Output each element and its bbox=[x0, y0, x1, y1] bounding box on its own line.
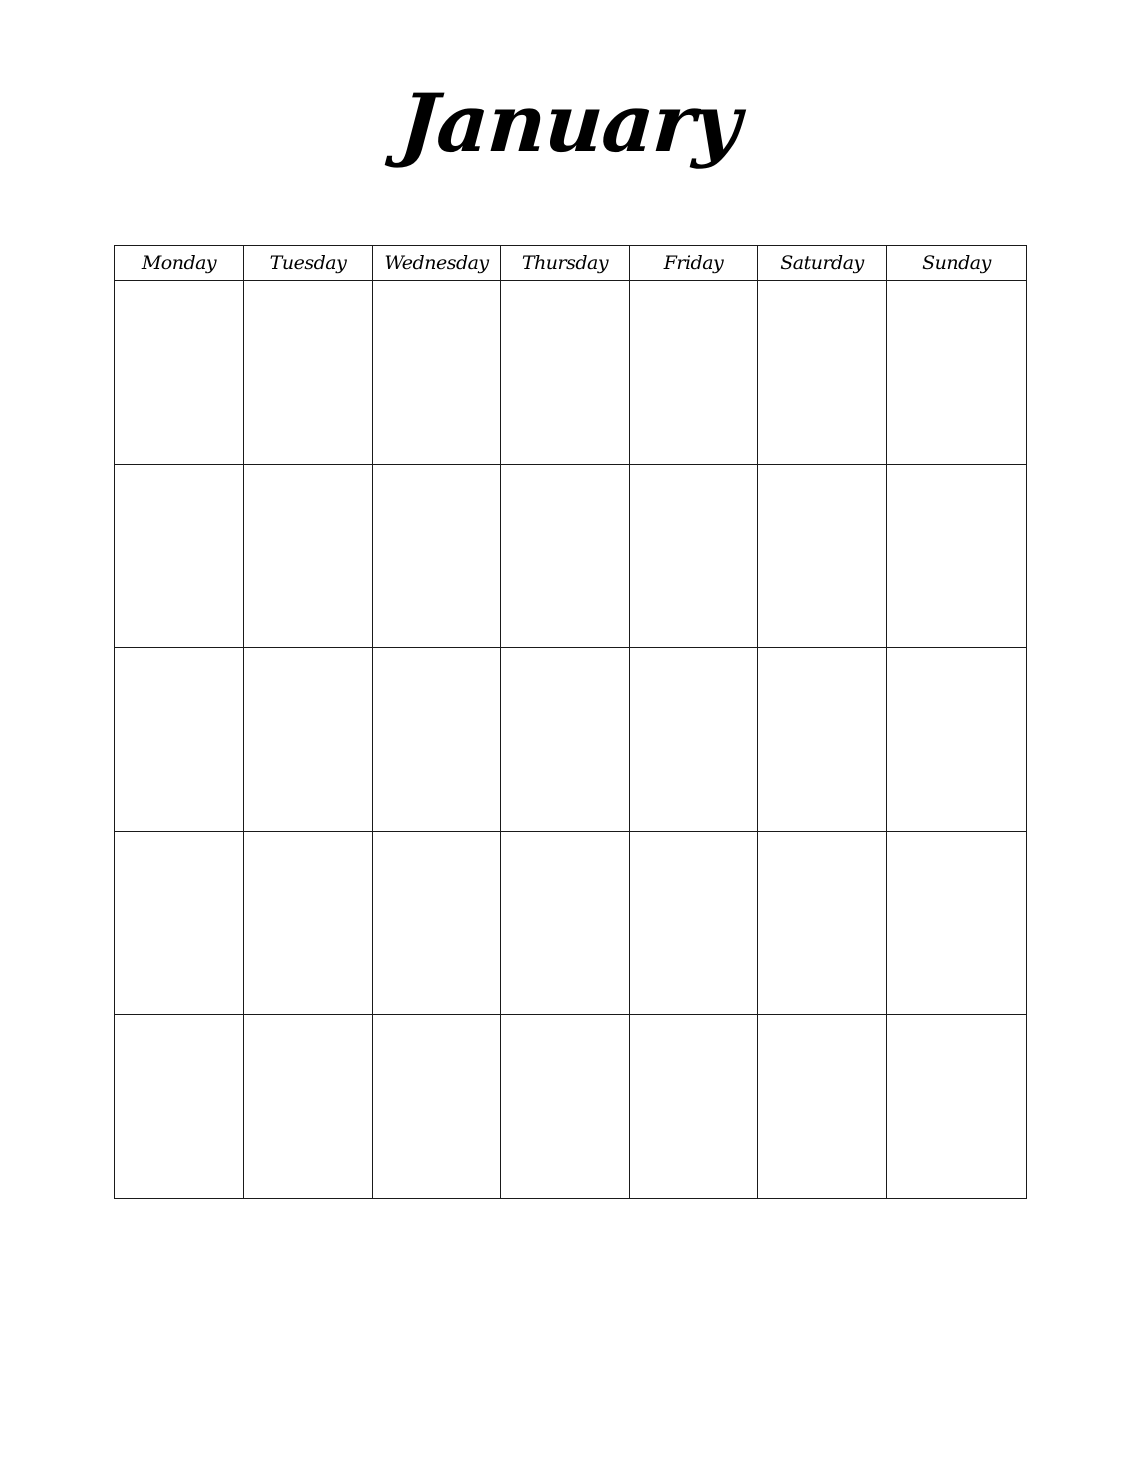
calendar-body bbox=[115, 281, 1027, 1199]
week-row bbox=[115, 648, 1027, 832]
day-cell-monday bbox=[115, 831, 244, 1015]
day-cell-monday bbox=[115, 1015, 244, 1199]
week-row bbox=[115, 464, 1027, 648]
week-row bbox=[115, 831, 1027, 1015]
day-cell-wednesday bbox=[373, 464, 501, 648]
day-cell-sunday bbox=[887, 648, 1027, 832]
weekday-header-friday: Friday bbox=[630, 246, 758, 281]
calendar-grid bbox=[114, 245, 1027, 1199]
day-cell-thursday bbox=[501, 1015, 630, 1199]
day-cell-monday bbox=[115, 464, 244, 648]
day-cell-saturday bbox=[758, 831, 887, 1015]
weekday-header-row bbox=[115, 246, 1027, 281]
day-cell-saturday bbox=[758, 281, 887, 465]
day-cell-saturday bbox=[758, 464, 887, 648]
day-cell-tuesday bbox=[244, 648, 373, 832]
day-cell-wednesday bbox=[373, 648, 501, 832]
day-cell-monday bbox=[115, 648, 244, 832]
day-cell-thursday bbox=[501, 464, 630, 648]
day-cell-friday bbox=[630, 648, 758, 832]
day-cell-sunday bbox=[887, 831, 1027, 1015]
day-cell-monday bbox=[115, 281, 244, 465]
day-cell-sunday bbox=[887, 281, 1027, 465]
weekday-header-tuesday: Tuesday bbox=[244, 246, 373, 281]
week-row bbox=[115, 281, 1027, 465]
weekday-header-saturday: Saturday bbox=[758, 246, 887, 281]
weekday-header-wednesday: Wednesday bbox=[373, 246, 501, 281]
day-cell-wednesday bbox=[373, 831, 501, 1015]
day-cell-wednesday bbox=[373, 1015, 501, 1199]
day-cell-saturday bbox=[758, 1015, 887, 1199]
day-cell-tuesday bbox=[244, 464, 373, 648]
day-cell-tuesday bbox=[244, 1015, 373, 1199]
day-cell-wednesday bbox=[373, 281, 501, 465]
day-cell-thursday bbox=[501, 281, 630, 465]
day-cell-tuesday bbox=[244, 281, 373, 465]
day-cell-friday bbox=[630, 831, 758, 1015]
day-cell-friday bbox=[630, 464, 758, 648]
day-cell-thursday bbox=[501, 648, 630, 832]
day-cell-tuesday bbox=[244, 831, 373, 1015]
day-cell-sunday bbox=[887, 464, 1027, 648]
month-title: January bbox=[396, 76, 744, 170]
day-cell-thursday bbox=[501, 831, 630, 1015]
day-cell-sunday bbox=[887, 1015, 1027, 1199]
day-cell-friday bbox=[630, 281, 758, 465]
weekday-header-thursday: Thursday bbox=[501, 246, 630, 281]
day-cell-saturday bbox=[758, 648, 887, 832]
weekday-header-monday: Monday bbox=[115, 246, 244, 281]
day-cell-friday bbox=[630, 1015, 758, 1199]
week-row bbox=[115, 1015, 1027, 1199]
weekday-header-sunday: Sunday bbox=[887, 246, 1027, 281]
